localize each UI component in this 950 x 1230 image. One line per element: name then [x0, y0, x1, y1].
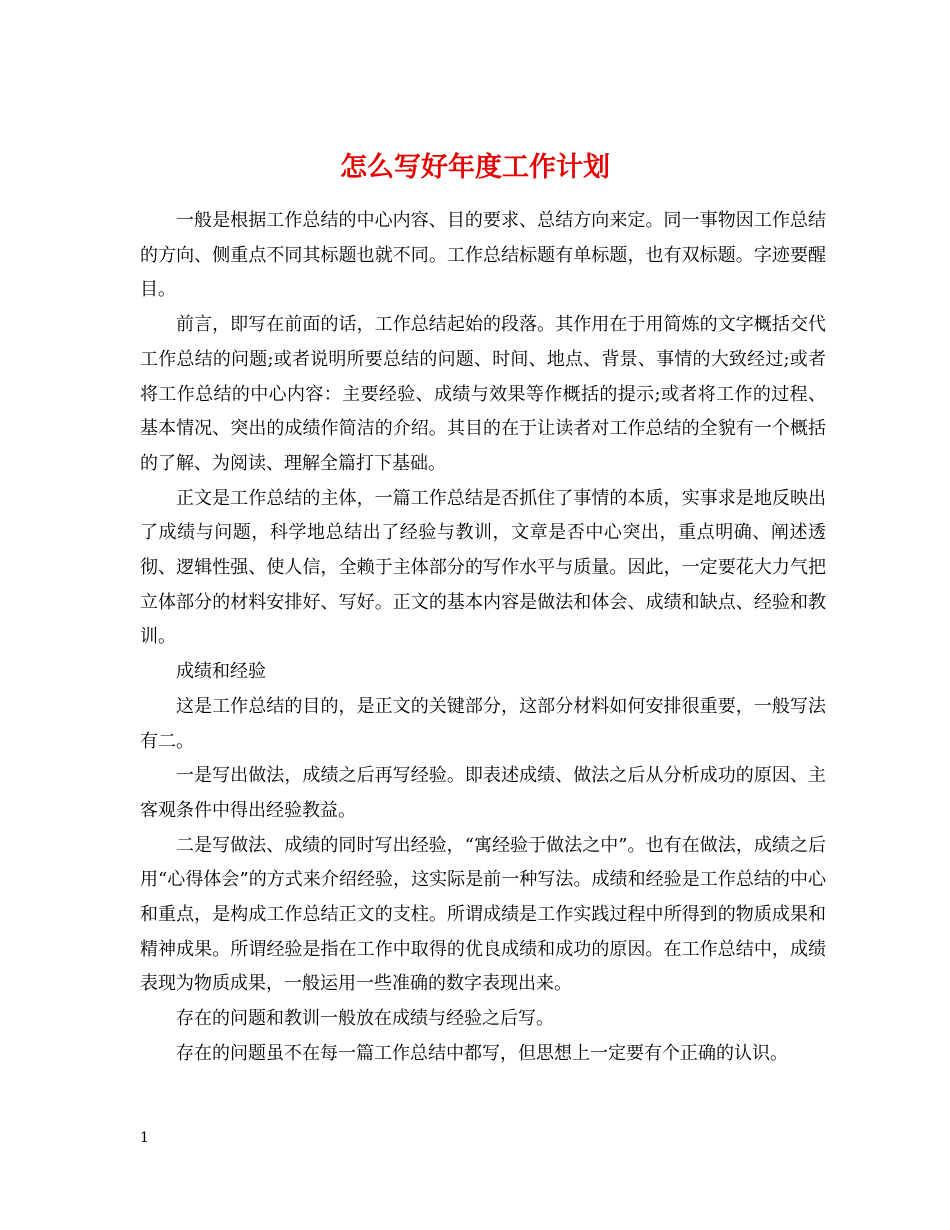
document-title: 怎么写好年度工作计划: [340, 152, 610, 184]
paragraph-main-text: 正文是工作总结的主体，一篇工作总结是否抓住了事情的本质，实事求是地反映出了成绩与问题，科学地总结出了经验与教训，文章是否中心突出，重点明确、阐述透彻、逻辑性强、使人信，全赖于主体部分的写作水平与质量。因此，一定要花大力气把立体部分的材料安排好、写好。正文的基本内容是做法和体会、成绩和缺点、经验和教训。: [140, 487, 826, 648]
paragraph-method-two: 二是写做法、成绩的同时写出经验，“寓经验于做法之中”。也有在做法，成绩之后用“心得体会”的方式来介绍经验，这实际是前一种写法。成绩和经验是工作总结的中心和重点，是构成工作总结正文的支柱。所谓成绩是工作实践过程中所得到的物质成果和精神成果。所谓经验是指在工作中取得的优良成绩和成功的原因。在工作总结中，成绩表现为物质成果，一般运用一些准确的数字表现出来。: [140, 834, 826, 995]
paragraph-problems-awareness: 存在的问题虽不在每一篇工作总结中都写，但思想上一定要有个正确的认识。: [176, 1042, 788, 1064]
paragraph-preface: 前言，即写在前面的话，工作总结起始的段落。其作用在于用简炼的文字概括交代工作总结的问题;或者说明所要总结的问题、时间、地点、背景、事情的大致经过;或者将工作总结的中心内容：主要经验、成绩与效果等作概括的提示;或者将工作的过程、基本情况、突出的成绩作简洁的介绍。其目的在于让读者对工作总结的全貌有一个概括的了解、为阅读、理解全篇打下基础。: [140, 314, 826, 474]
paragraph-achievements-intro: 这是工作总结的目的，是正文的关键部分，这部分材料如何安排很重要，一般写法有二。: [140, 695, 826, 752]
paragraph-title-guidance: 一般是根据工作总结的中心内容、目的要求、总结方向来定。同一事物因工作总结的方向、侧重点不同其标题也就不同。工作总结标题有单标题，也有双标题。字迹要醒目。: [140, 210, 826, 301]
paragraph-problems-intro: 存在的问题和教训一般放在成绩与经验之后写。: [176, 1008, 554, 1030]
section-heading-achievements: 成绩和经验: [176, 661, 266, 683]
document-body: [140, 204, 826, 1072]
page-number: 1: [140, 1130, 149, 1146]
paragraph-method-one: 一是写出做法，成绩之后再写经验。即表述成绩、做法之后从分析成功的原因、主客观条件中得出经验教益。: [140, 765, 826, 821]
